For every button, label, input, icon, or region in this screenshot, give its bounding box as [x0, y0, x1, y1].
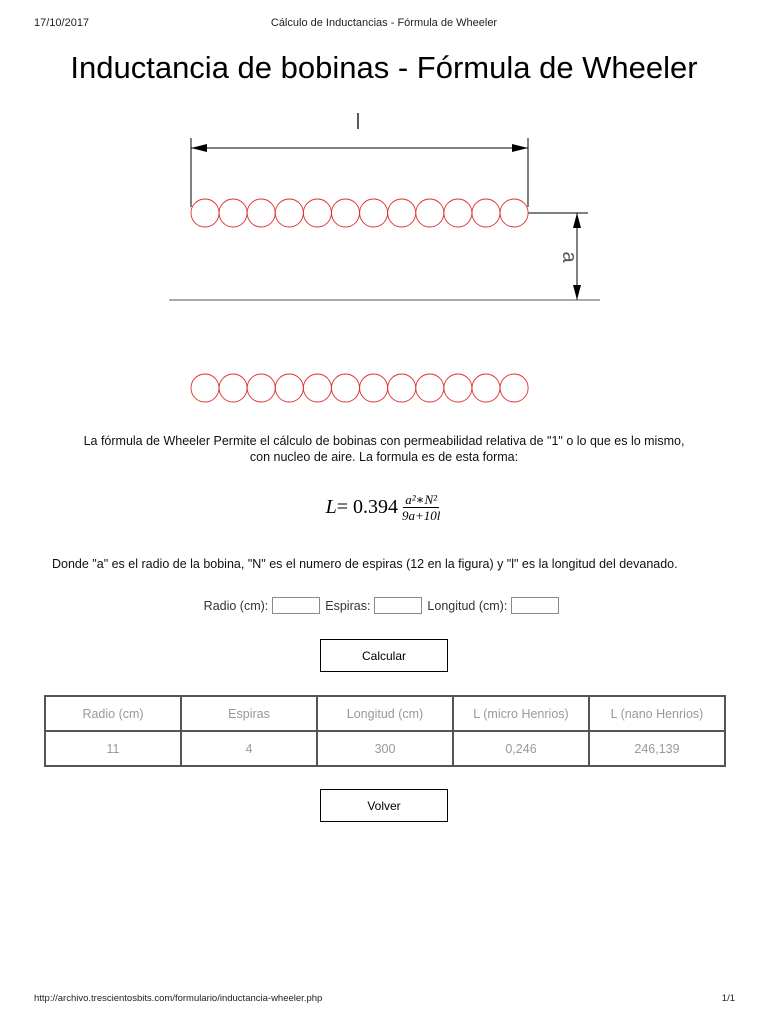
length-arrow-right: [512, 144, 528, 152]
print-page-number: 1/1: [721, 993, 735, 1004]
coil-turn: [388, 199, 416, 227]
print-header-title: Cálculo de Inductancias - Fórmula de Wheeler: [270, 17, 498, 29]
formula-denominator: 9a+10l: [402, 508, 441, 523]
cell-micro-henrios: 0,246: [453, 731, 589, 766]
cell-espiras: 4: [181, 731, 317, 766]
input-form: [0, 597, 768, 614]
radius-arrow-top: [573, 213, 581, 228]
coil-turn: [388, 374, 416, 402]
coil-turn: [303, 374, 331, 402]
coil-turn: [360, 374, 388, 402]
coil-turn: [219, 199, 247, 227]
cell-radio: 11: [45, 731, 181, 766]
coil-turn: [219, 374, 247, 402]
coil-bottom-turns: [191, 374, 528, 402]
radio-label: Radio (cm):: [203, 598, 269, 613]
page-title: Inductancia de bobinas - Fórmula de Wheeler: [70, 50, 698, 85]
radius-label: a: [558, 251, 580, 263]
length-label: l: [355, 109, 361, 134]
formula-coefficient: = 0.394: [336, 496, 398, 518]
formula-lhs: L: [325, 496, 337, 518]
intro-line-2: con nucleo de aire. La formula es de esta forma:: [249, 450, 519, 464]
coil-turn: [472, 374, 500, 402]
coil-turn: [332, 199, 360, 227]
intro-line-1: La fórmula de Wheeler Permite el cálculo de bobinas con permeabilidad relativa de "1" o lo que es lo mismo,: [83, 434, 685, 448]
coil-turn: [303, 199, 331, 227]
volver-button[interactable]: Volver: [320, 789, 448, 822]
coil-turn: [332, 374, 360, 402]
coil-turn: [416, 374, 444, 402]
coil-turn: [500, 374, 528, 402]
header-longitud: Longitud (cm): [317, 696, 453, 731]
print-date: 17/10/2017: [34, 17, 90, 29]
intro-paragraph: [40, 433, 728, 465]
coil-turn: [472, 199, 500, 227]
coil-turn: [360, 199, 388, 227]
cell-nano-henrios: 246,139: [589, 731, 725, 766]
results-table: [44, 695, 726, 767]
header-micro-henrios: L (micro Henrios): [453, 696, 589, 731]
coil-turn: [247, 374, 275, 402]
coil-turn: [416, 199, 444, 227]
coil-turn: [275, 374, 303, 402]
coil-top-turns: [191, 199, 528, 227]
coil-turn: [247, 199, 275, 227]
coil-turn: [275, 199, 303, 227]
wheeler-formula: [0, 493, 768, 522]
coil-diagram: [0, 100, 768, 410]
table-header-row: [45, 696, 725, 731]
table-row: [45, 731, 725, 766]
header-nano-henrios: L (nano Henrios): [589, 696, 725, 731]
coil-turn: [500, 199, 528, 227]
cell-longitud: 300: [317, 731, 453, 766]
espiras-input[interactable]: [374, 597, 422, 614]
radio-input[interactable]: [272, 597, 320, 614]
coil-turn: [191, 374, 219, 402]
header-espiras: Espiras: [181, 696, 317, 731]
espiras-label: Espiras:: [325, 598, 371, 613]
coil-turn: [191, 199, 219, 227]
header-radio: Radio (cm): [45, 696, 181, 731]
formula-fraction: [400, 493, 442, 522]
longitud-input[interactable]: [511, 597, 559, 614]
length-arrow-left: [191, 144, 207, 152]
calcular-button[interactable]: Calcular: [320, 639, 448, 672]
print-footer-url: http://archivo.trescientosbits.com/formulario/inductancia-wheeler.php: [34, 993, 323, 1004]
formula-numerator: a²∗N²: [405, 492, 438, 507]
longitud-label: Longitud (cm):: [427, 598, 508, 613]
coil-turn: [444, 374, 472, 402]
coil-turn: [444, 199, 472, 227]
variable-description: Donde "a" es el radio de la bobina, "N" es el numero de espiras (12 en la figura) y "l" es la longitud del devanado.: [52, 557, 678, 571]
radius-arrow-bottom: [573, 285, 581, 300]
